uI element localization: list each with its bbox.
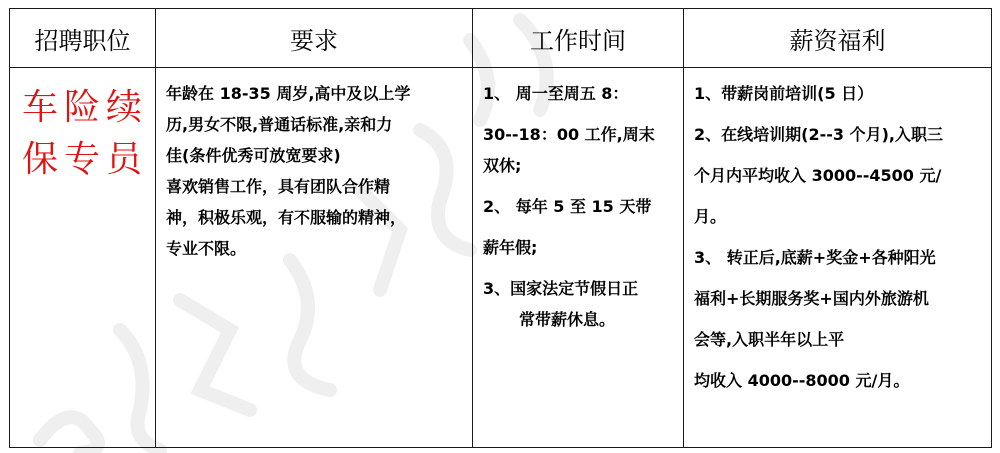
header-work-time: 工作时间 [473, 9, 684, 68]
job-table [9, 8, 992, 448]
requirements-line: 年龄在 18-35 周岁,高中及以上学 [166, 84, 411, 103]
requirements-line: 专业不限。 [166, 239, 247, 258]
header-position: 招聘职位 [10, 9, 156, 68]
salary-line: 3、 转正后,底薪+奖金+各种阳光 [694, 248, 936, 267]
work-time-line: 双休; [483, 156, 522, 175]
header-row [10, 9, 992, 68]
salary-line: 月。 [694, 207, 727, 226]
salary-line: 福利+长期服务奖+国内外旅游机 [694, 289, 929, 308]
header-requirements: 要求 [156, 9, 473, 68]
salary-line: 1、带薪岗前培训(5 日） [694, 84, 874, 103]
requirements-line: 神，积极乐观，有不服输的精神， [166, 208, 407, 227]
salary-line: 2、在线培训期(2--3 个月),入职三 [694, 125, 943, 144]
salary-line: 会等,入职半年以上平 [694, 330, 845, 349]
requirements-line: 喜欢销售工作，具有团队合作精 [166, 177, 391, 196]
position-title-line1: 车险续 [22, 87, 149, 128]
salary-line: 个月内平均收入 3000--4500 元/ [694, 166, 942, 185]
work-time-line: 常带薪休息。 [519, 310, 616, 329]
salary-benefits-cell [684, 68, 992, 448]
work-time-line: 薪年假; [483, 238, 538, 257]
work-time-line: 1、 周一至周五 8： [483, 84, 629, 103]
salary-line: 均收入 4000--8000 元/月。 [694, 371, 910, 390]
position-title-line2: 保专员 [22, 139, 149, 180]
requirements-line: 历,男女不限,普通话标准,亲和力 [166, 115, 393, 134]
header-salary-benefits: 薪资福利 [684, 9, 992, 68]
work-time-line: 2、 每年 5 至 15 天带 [483, 197, 652, 216]
work-time-line: 3、国家法定节假日正 [483, 279, 639, 298]
table-row [10, 68, 992, 448]
position-cell [10, 68, 156, 448]
requirements-cell [156, 68, 473, 448]
requirements-line: 佳(条件优秀可放宽要求) [166, 146, 341, 165]
work-time-line: 30--18：00 工作,周末 [483, 125, 655, 144]
work-time-cell [473, 68, 684, 448]
